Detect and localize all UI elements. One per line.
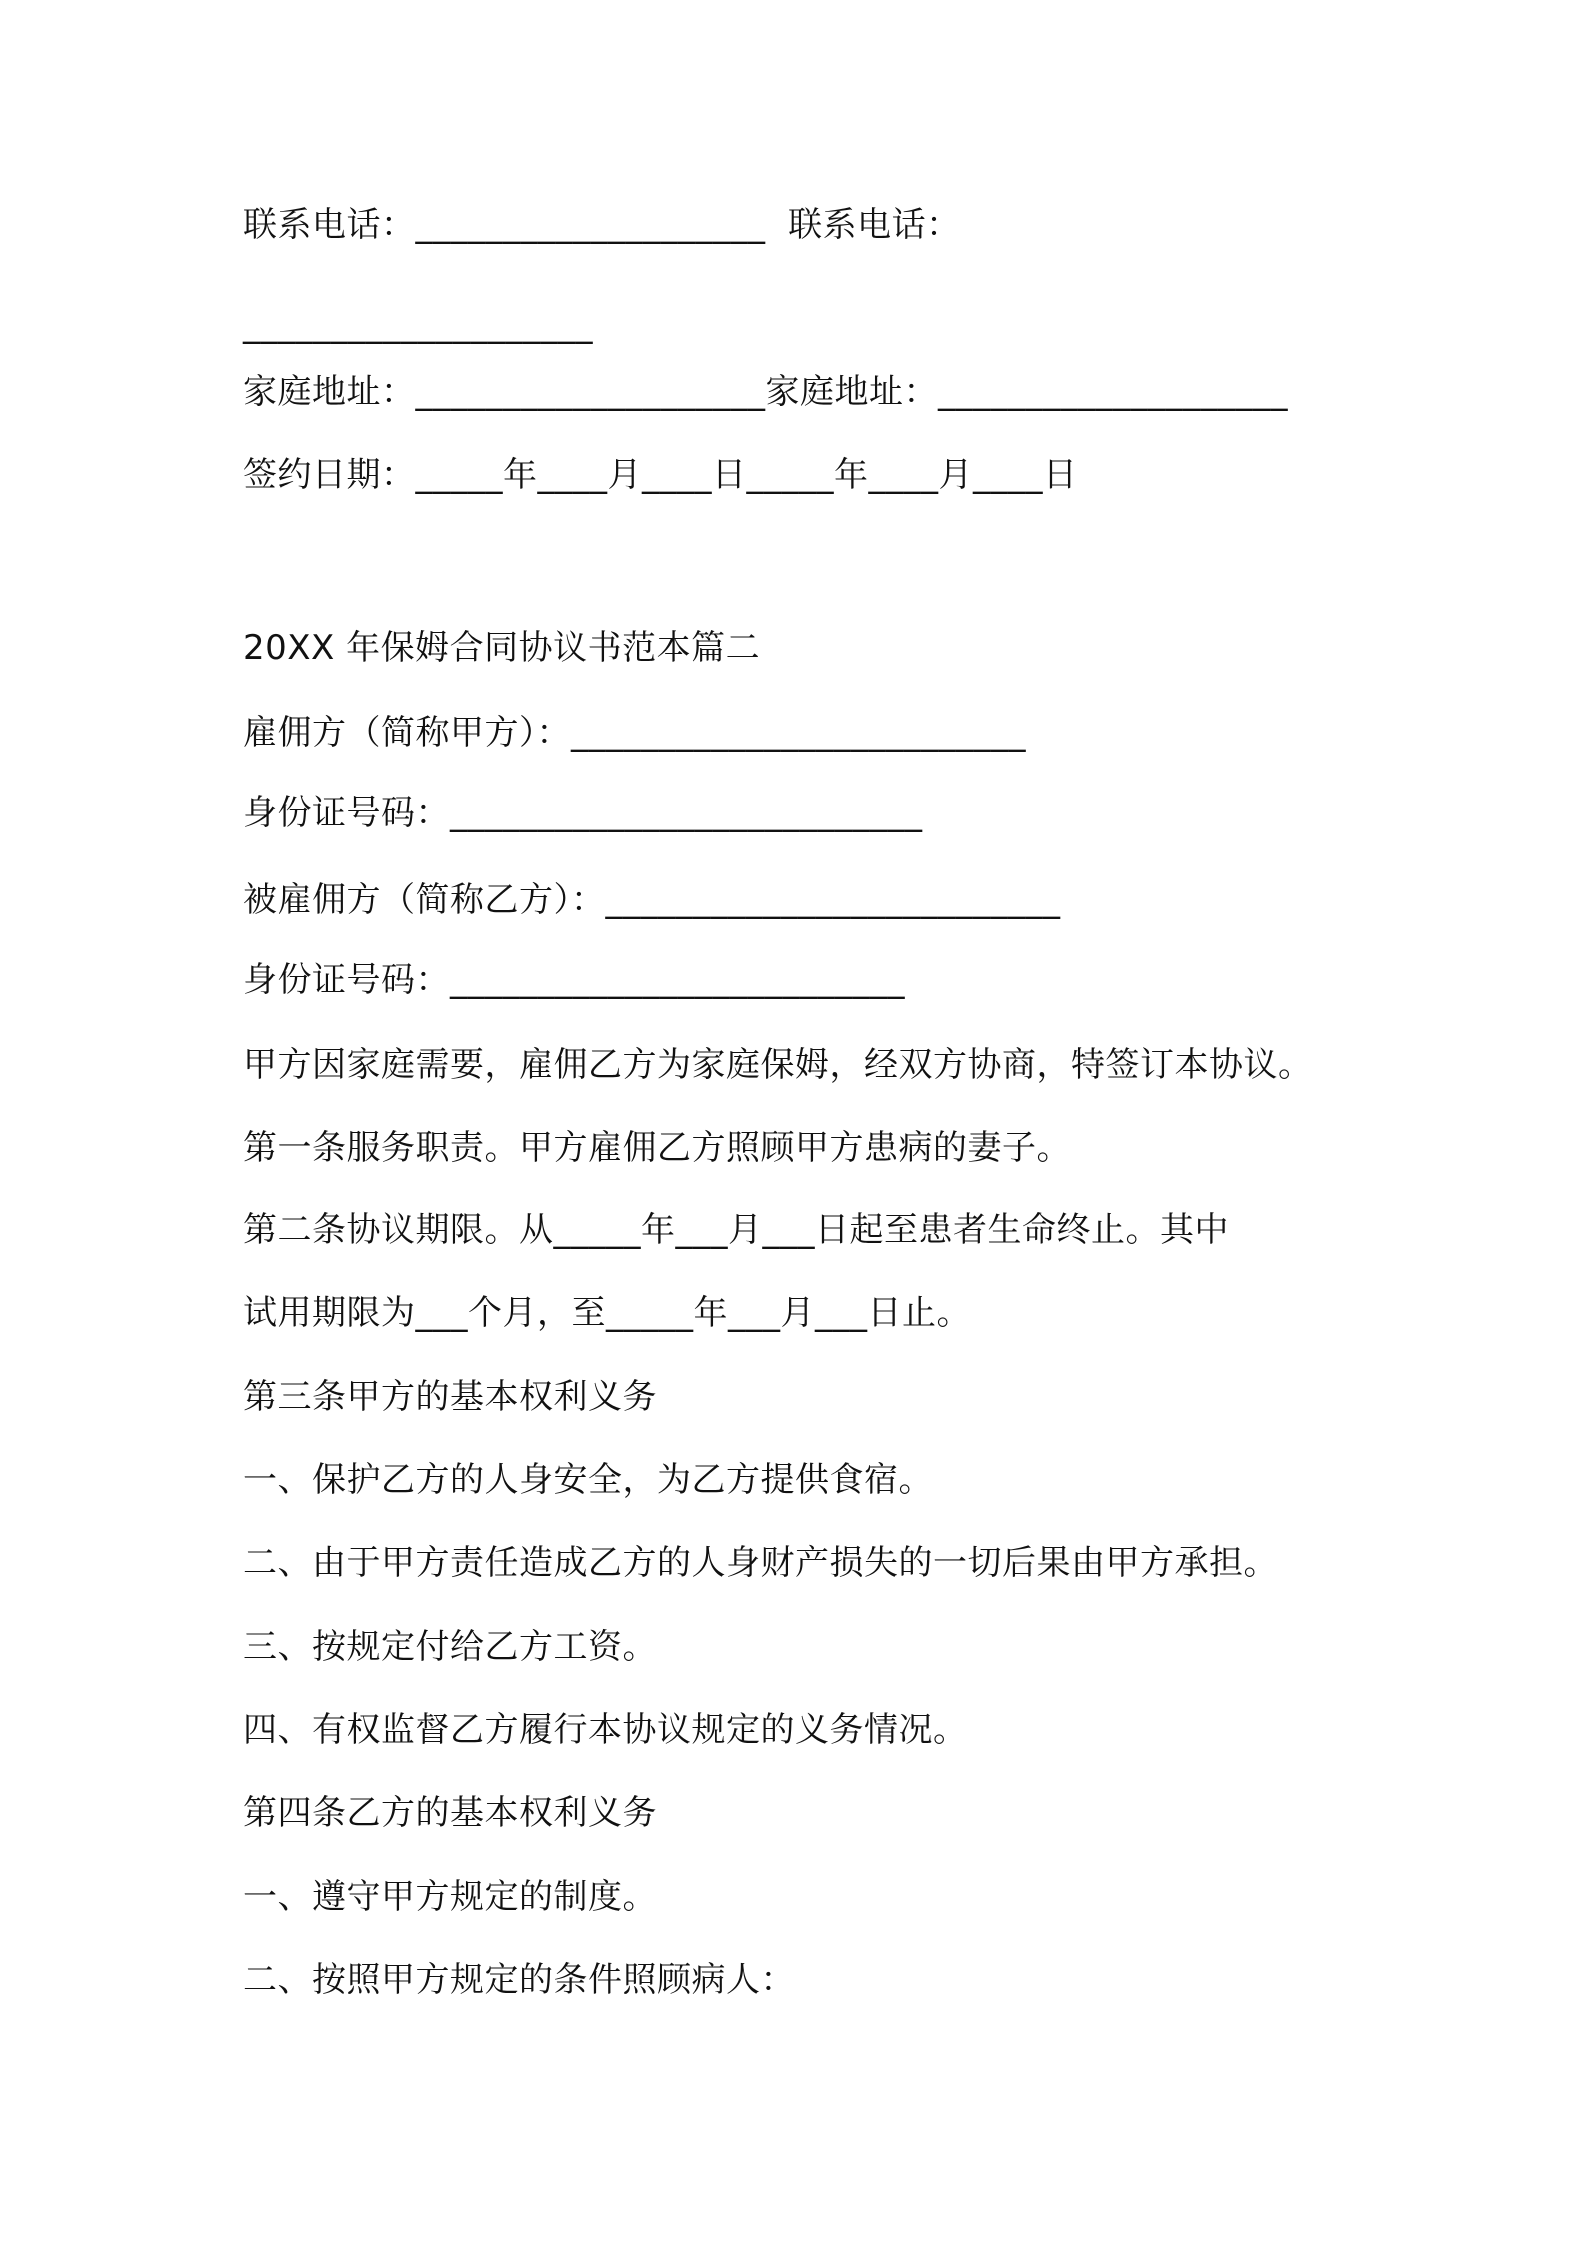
article-4-heading: 第四条乙方的基本权利义务 [243,1793,657,1833]
article-3-item-3: 三、按规定付给乙方工资。 [243,1627,657,1667]
article-2-continued: 试用期限为___个月，至_____年___月___日止。 [243,1293,971,1333]
preamble-paragraph: 甲方因家庭需要，雇佣乙方为家庭保姆，经双方协商，特签订本协议。 [243,1045,1313,1085]
article-4-item-1: 一、遵守甲方规定的制度。 [243,1877,657,1917]
article-3-item-2: 二、由于甲方责任造成乙方的人身财产损失的一切后果由甲方承担。 [243,1543,1278,1583]
employer-id-line: 身份证号码：___________________________ [243,793,923,833]
signing-date-line: 签约日期：_____年____月____日_____年____月____日 [243,455,1078,495]
article-3-item-4: 四、有权监督乙方履行本协议规定的义务情况。 [243,1710,968,1750]
article-4-item-2: 二、按照甲方规定的条件照顾病人： [243,1960,795,2000]
article-2: 第二条协议期限。从_____年___月___日起至患者生命终止。其中 [243,1210,1229,1250]
article-3-heading: 第三条甲方的基本权利义务 [243,1377,657,1417]
article-1: 第一条服务职责。甲方雇佣乙方照顾甲方患病的妻子。 [243,1128,1071,1168]
contact-phone-blank-line: ____________________ [243,305,593,345]
employee-line: 被雇佣方（简称乙方）：__________________________ [243,880,1061,920]
employee-id-line: 身份证号码：__________________________ [243,960,905,1000]
home-address-line: 家庭地址：____________________家庭地址：____________________ [243,372,1288,412]
contact-phone-line: 联系电话：____________________ 联系电话： [243,205,961,245]
section-title: 20XX 年保姆合同协议书范本篇二 [243,628,761,668]
employer-line: 雇佣方（简称甲方）：__________________________ [243,713,1026,753]
article-3-item-1: 一、保护乙方的人身安全，为乙方提供食宿。 [243,1460,933,1500]
